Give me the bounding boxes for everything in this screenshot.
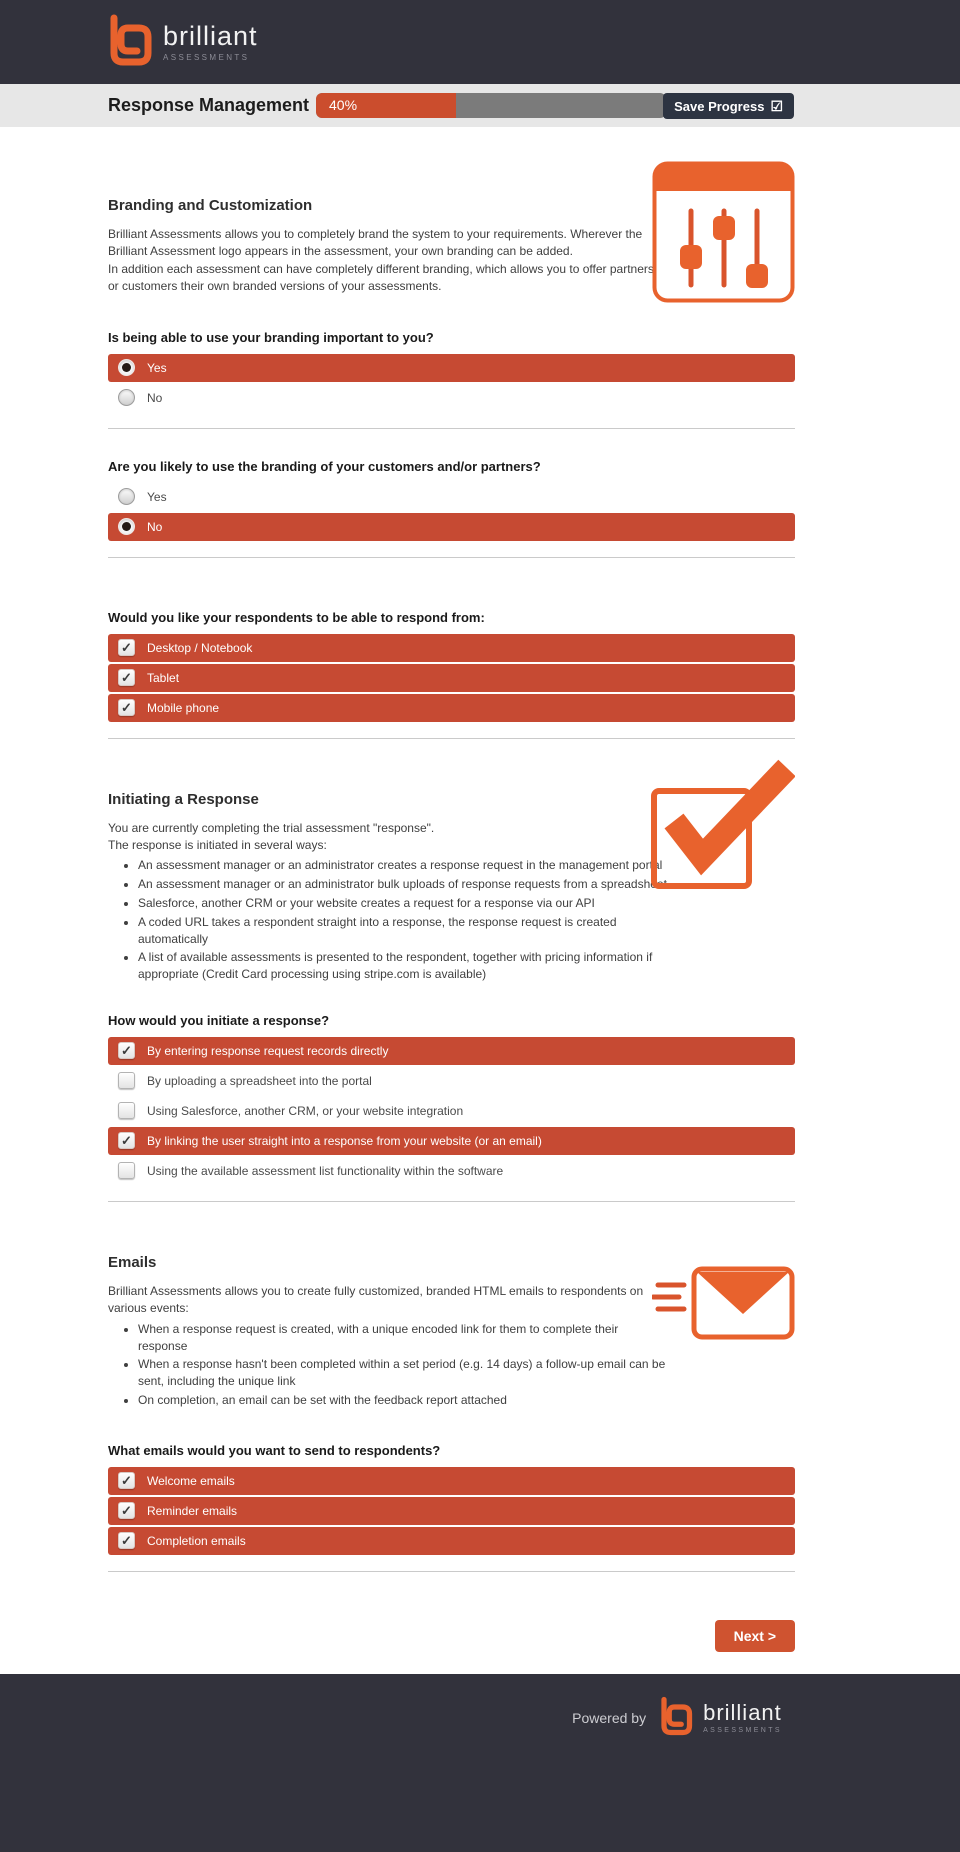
radio-icon[interactable] [118, 488, 135, 505]
radio-option-no[interactable] [108, 384, 795, 412]
next-button[interactable]: Next > [715, 1620, 795, 1652]
option-label: Using the available assessment list functionality within the software [147, 1163, 504, 1178]
checkbox-option-reminder-emails[interactable] [108, 1497, 795, 1525]
logo-subtext: ASSESSMENTS [163, 52, 250, 62]
option-label: Completion emails [147, 1533, 246, 1548]
radio-option-yes[interactable] [108, 483, 795, 511]
option-label: Yes [147, 489, 167, 504]
radio-option-yes[interactable] [108, 354, 795, 382]
bullet-item: • A list of available assessments is presented to the respondent, together with pricing information if appropriate (Credit Card processing using stripe.com is available) [138, 949, 668, 983]
checkbox-option-completion-emails[interactable] [108, 1527, 795, 1555]
radio-icon[interactable] [118, 518, 135, 535]
option-label: By uploading a spreadsheet into the portal [147, 1073, 372, 1088]
question-customer-branding [108, 459, 795, 558]
section-branding [108, 197, 795, 296]
checkbox-check-icon: ☑ [770, 98, 783, 114]
checkbox-icon[interactable] [118, 1102, 135, 1119]
question-text: How would you initiate a response? [108, 1012, 330, 1028]
checkbox-option-assessment-list[interactable] [108, 1157, 795, 1185]
section-emails-title: Emails [108, 1253, 157, 1271]
option-label: By entering response request records directly [147, 1043, 389, 1058]
app-header [0, 0, 960, 84]
email-envelope-icon [652, 1266, 795, 1345]
checkbox-option-crm[interactable] [108, 1097, 795, 1125]
page-title: Response Management [108, 95, 310, 115]
divider [108, 738, 795, 739]
checkbox-icon[interactable] [118, 1472, 135, 1489]
brilliant-logo [106, 14, 258, 71]
section-emails [108, 1254, 795, 1409]
checkbox-option-mobile[interactable] [108, 694, 795, 722]
save-progress-button[interactable] [663, 93, 794, 119]
question-text: Are you likely to use the branding of your customers and/or partners? [108, 458, 541, 474]
option-label: Mobile phone [147, 700, 220, 715]
question-text: Would you like your respondents to be able to respond from: [108, 609, 485, 625]
checkbox-icon[interactable] [118, 669, 135, 686]
checkbox-icon[interactable] [118, 1042, 135, 1059]
brilliant-b-icon [658, 1696, 694, 1741]
section-initiating-title: Initiating a Response [108, 790, 259, 808]
bullet-item: • An assessment manager or an administrator creates a response request in the management portal [138, 857, 668, 874]
save-progress-label: Save Progress [674, 98, 765, 114]
divider [108, 1571, 795, 1572]
checkbox-icon[interactable] [118, 1502, 135, 1519]
question-emails-to-send [108, 1443, 795, 1572]
bullet-item: • When a response request is created, with a unique encoded link for them to complete their response [138, 1321, 668, 1355]
radio-icon[interactable] [118, 359, 135, 376]
option-label: No [147, 390, 163, 405]
footer-logo-subtext: ASSESSMENTS [703, 1727, 782, 1735]
sliders-settings-icon [652, 161, 795, 308]
checkbox-icon[interactable] [118, 1132, 135, 1149]
progress-fill: 40% [316, 93, 456, 118]
option-label: Tablet [147, 670, 180, 685]
bullet-item: • An assessment manager or an administrator bulk uploads of response requests from a spreadsheet [138, 876, 668, 893]
initiating-line-2: The response is initiated in several ways: [108, 837, 327, 852]
divider [108, 428, 795, 429]
footer-logo-text: brilliant [703, 1700, 782, 1726]
bullet-item: • Salesforce, another CRM or your website creates a request for a response via our API [138, 895, 668, 912]
checkbox-icon[interactable] [118, 699, 135, 716]
checkbox-icon[interactable] [118, 1072, 135, 1089]
bullet-item: • When a response hasn't been completed within a set period (e.g. 14 days) a follow-up email can be sent, including the unique link [138, 1356, 668, 1390]
next-button-row [108, 1620, 795, 1652]
initiating-bullet-list [108, 857, 668, 983]
checkbox-icon[interactable] [118, 1532, 135, 1549]
option-label: Using Salesforce, another CRM, or your website integration [147, 1103, 464, 1118]
toolbar [0, 84, 960, 127]
option-label: Desktop / Notebook [147, 640, 253, 655]
option-label: Reminder emails [147, 1503, 238, 1518]
divider [108, 557, 795, 558]
brilliant-b-icon [106, 14, 154, 71]
checkbox-option-welcome-emails[interactable] [108, 1467, 795, 1495]
logo-text: brilliant [163, 20, 258, 51]
radio-icon[interactable] [118, 389, 135, 406]
radio-option-no[interactable] [108, 513, 795, 541]
option-label: Yes [147, 360, 167, 375]
progress-bar [316, 93, 666, 118]
question-initiate-response [108, 1013, 795, 1202]
bullet-item: • A coded URL takes a respondent straight into a response, the response request is created automatically [138, 914, 668, 948]
divider [108, 1201, 795, 1202]
question-respond-from [108, 610, 795, 739]
checkbox-option-tablet[interactable] [108, 664, 795, 692]
question-text: Is being able to use your branding important to you? [108, 329, 434, 345]
question-branding-important [108, 330, 795, 429]
initiating-line-1: You are currently completing the trial assessment "response". [108, 820, 435, 835]
branding-paragraph-1: Brilliant Assessments allows you to completely brand the system to your requirements. Wherever the Brilliant Assessment logo appears in the assessment, your own branding can be added. [108, 227, 643, 259]
checkbox-option-spreadsheet[interactable] [108, 1067, 795, 1095]
option-label: Welcome emails [147, 1473, 235, 1488]
section-branding-title: Branding and Customization [108, 197, 313, 214]
emails-bullet-list [108, 1321, 668, 1409]
section-initiating [108, 791, 795, 983]
page-footer [0, 1674, 960, 1852]
branding-paragraph-2: In addition each assessment can have completely different branding, which allows you to offer partners or customers their own branded versions of your assessments. [108, 261, 654, 294]
checkbox-option-link[interactable] [108, 1127, 795, 1155]
checkmark-square-icon [650, 759, 795, 896]
emails-intro: Brilliant Assessments allows you to create fully customized, branded HTML emails to respondents on various events: [108, 1283, 644, 1316]
assessment-page [108, 127, 795, 1674]
checkbox-option-desktop[interactable] [108, 634, 795, 662]
bullet-item: • On completion, an email can be set with the feedback report attached [138, 1392, 668, 1409]
option-label: No [147, 519, 163, 534]
checkbox-option-direct-entry[interactable] [108, 1037, 795, 1065]
powered-by-label: Powered by [572, 1710, 647, 1727]
footer-brilliant-logo [658, 1696, 782, 1741]
checkbox-icon[interactable] [118, 1162, 135, 1179]
checkbox-icon[interactable] [118, 639, 135, 656]
option-label: By linking the user straight into a response from your website (or an email) [147, 1133, 542, 1148]
question-text: What emails would you want to send to respondents? [108, 1442, 441, 1458]
